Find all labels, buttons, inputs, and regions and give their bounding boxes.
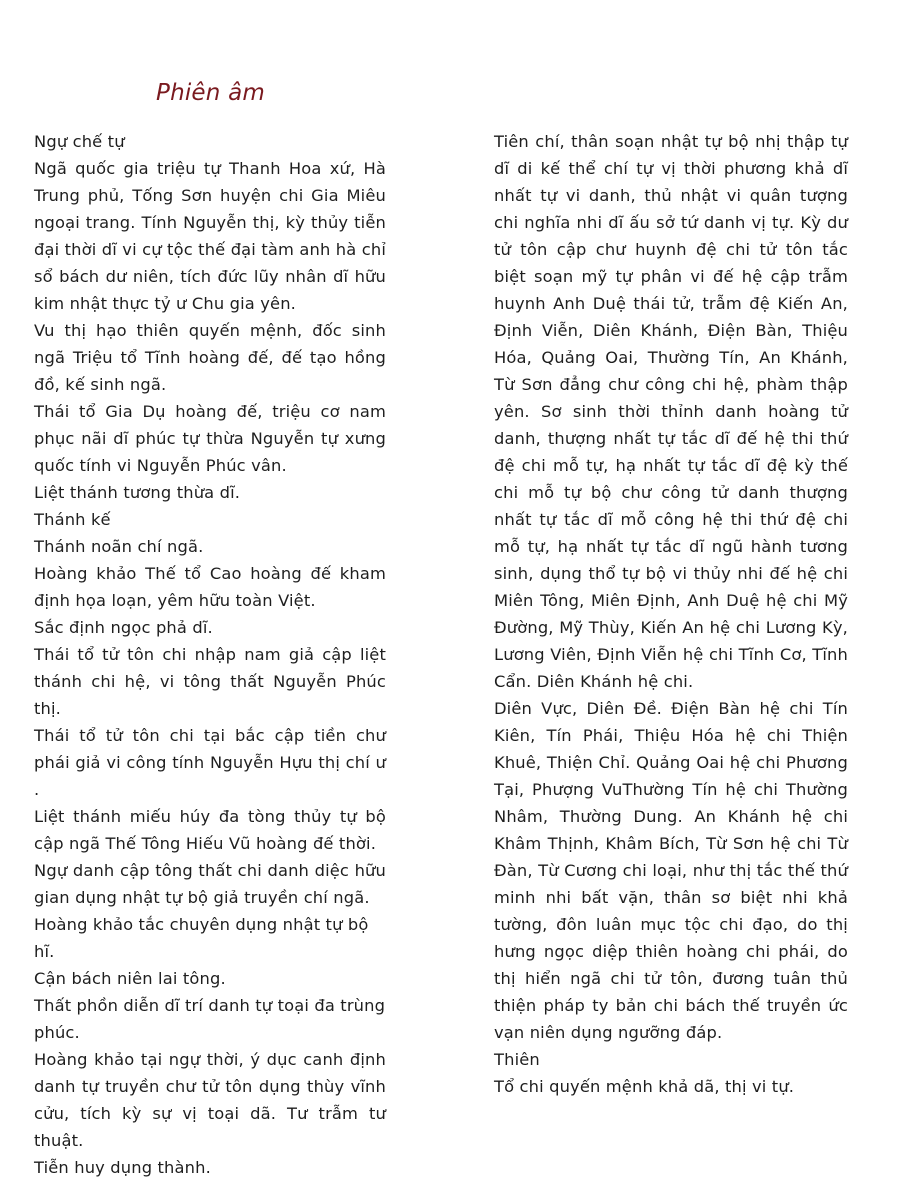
- paragraph: Sắc định ngọc phả dĩ.: [34, 618, 213, 637]
- paragraph: Tiễn huy dụng thành.: [34, 1158, 211, 1177]
- paragraph: Diên Vực, Diên Đề. Điện Bàn hệ chi Tín Kiên, Tín Phái, Thiệu Hóa hệ chi Thiện Khuê, Thiện Chỉ. Quảng Oai hệ chi Phương Tại, Phượng VuThường Tín hệ chi Thường Nhâm, Thường Dung. An Khánh hệ chi Khâm Thịnh, Khâm Bích, Từ Sơn hệ chi Từ Đàn, Từ Cương chi loại, như thị tắc thế thứ minh nhi bất vặn, thân sơ biệt nhi khả tường, đôn luân mục tộc chi đạo, do thị hưng ngọc diệp thiên hoàng chi phái, do thị hiển ngã chi tử tôn, đương tuân thủ thiện pháp ty bản chi bách thế truyền ức vạn niên dụng ngưỡng đáp.: [494, 699, 848, 1042]
- paragraph: Thánh noãn chí ngã.: [34, 537, 204, 556]
- paragraph: Thái tổ Gia Dụ hoàng đế, triệu cơ nam phục nãi dĩ phúc tự thừa Nguyễn tự xưng quốc tính vi Nguyễn Phúc vân.: [34, 402, 386, 475]
- paragraph: Cận bách niên lai tông.: [34, 969, 226, 988]
- left-text-column: [34, 128, 386, 1181]
- paragraph: Hoàng khảo tại ngự thời, ý dục canh định danh tự truyền chư tử tôn dụng thùy vĩnh cửu, tích kỳ sự vị toại dã. Tư trẫm tư thuật.: [34, 1050, 386, 1150]
- paragraph: Tổ chi quyến mệnh khả dã, thị vi tự.: [494, 1077, 795, 1096]
- paragraph: Hoàng khảo tắc chuyên dụng nhật tự bộ hĩ.: [34, 915, 369, 961]
- paragraph: Tiên chí, thân soạn nhật tự bộ nhị thập tự dĩ di kế thể chí tự vị thời phương khả dĩ nhất tự vi danh, thủ nhật vi quân tượng chi nghĩa nhi dĩ ấu sở tứ danh vị tự. Kỳ dư tử tôn cập chư huynh đệ chi tử tôn tắc biệt soạn mỹ tự phân vi đế hệ cập trẫm huynh Anh Duệ thái tử, trẫm đệ Kiến An, Định Viễn, Diên Khánh, Điện Bàn, Thiệu Hóa, Quảng Oai, Thường Tín, An Khánh, Từ Sơn đẳng chư công chi hệ, phàm thập yên. Sơ sinh thời thỉnh danh hoàng tử danh, thượng nhất tự tắc dĩ đế hệ thi thứ đệ chi mỗ tự, hạ nhất tự tắc dĩ đệ kỳ thế chi mỗ tự bộ chư công tử danh thượng nhất tự tắc dĩ mỗ công hệ thi thứ đệ chi mỗ tự, hạ nhất tự tắc dĩ ngũ hành tương sinh, dụng thổ tự bộ vi thủy nhi đế hệ chi Miên Tông, Miên Định, Anh Duệ hệ chi Mỹ Đường, Mỹ Thùy, Kiến An hệ chi Lương Kỳ, Lương Viên, Định Viễn hệ chi Tĩnh Cơ, Tĩnh Cẩn. Diên Khánh hệ chi.: [494, 132, 848, 691]
- paragraph: Thất phồn diễn dĩ trí danh tự toại đa trùng phúc.: [34, 996, 386, 1042]
- paragraph: Ngã quốc gia triệu tự Thanh Hoa xứ, Hà Trung phủ, Tống Sơn huyện chi Gia Miêu ngoại trang. Tính Nguyễn thị, kỳ thủy tiễn đại thời dĩ vi cự tộc thế đại tàm anh hà chỉ sổ bách dư niên, tích đức lũy nhân dĩ hữu kim nhật thực tỷ ư Chu gia yên.: [34, 159, 386, 313]
- paragraph: Vu thị hạo thiên quyến mệnh, đốc sinh ngã Triệu tổ Tĩnh hoàng đế, đế tạo hồng đồ, kế sinh ngã.: [34, 321, 386, 394]
- paragraph: Liệt thánh miếu húy đa tòng thủy tự bộ cập ngã Thế Tông Hiếu Vũ hoàng đế thời.: [34, 807, 386, 853]
- paragraph: Thái tổ tử tôn chi nhập nam giả cập liệt thánh chi hệ, vi tông thất Nguyễn Phúc thị.: [34, 645, 386, 718]
- paragraph: Ngự chế tự: [34, 132, 125, 151]
- paragraph: Hoàng khảo Thế tổ Cao hoàng đế kham định họa loạn, yêm hữu toàn Việt.: [34, 564, 386, 610]
- right-text-column: [494, 128, 848, 1100]
- paragraph: Ngự danh cập tông thất chi danh diệc hữu gian dụng nhật tự bộ giả truyền chí ngã.: [34, 861, 386, 907]
- paragraph: Thái tổ tử tôn chi tại bắc cập tiền chư phái giả vi công tính Nguyễn Hựu thị chí ư .: [34, 726, 386, 799]
- paragraph: Liệt thánh tương thừa dĩ.: [34, 483, 241, 502]
- paragraph: Thiên: [494, 1050, 540, 1069]
- paragraph: Thánh kế: [34, 510, 111, 529]
- page-title: Phiên âm: [156, 80, 265, 106]
